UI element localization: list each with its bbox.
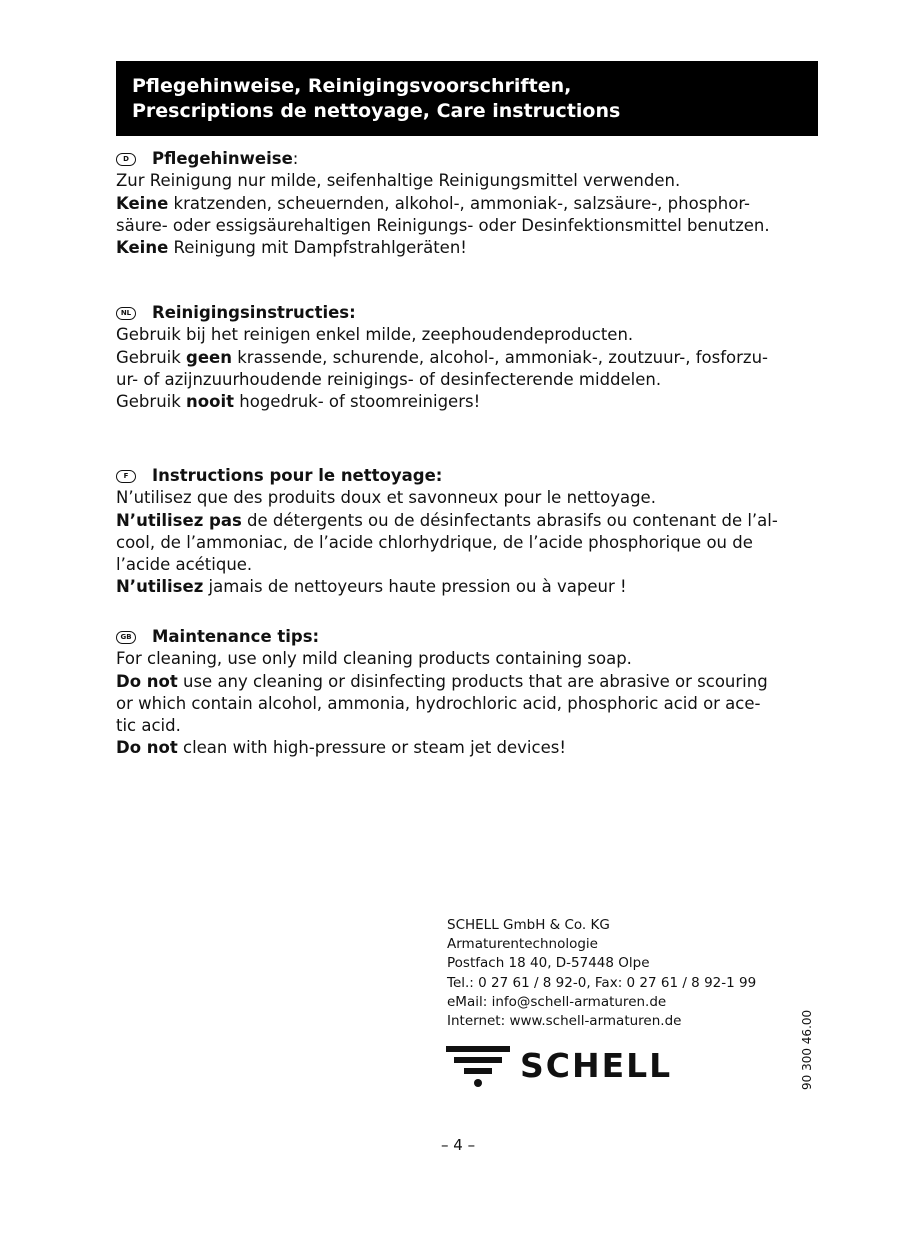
phone-fax: Tel.: 0 27 61 / 8 92-0, Fax: 0 27 61 / 8 92-1 99 [447,974,757,991]
text-line: tic acid. [116,716,181,736]
text-line: N’utilisez jamais de nettoyeurs haute pression ou à vapeur ! [116,577,627,597]
company-name: SCHELL GmbH & Co. KG [447,917,610,933]
section-fr [116,465,816,599]
flag-gb-icon: GB [116,631,136,644]
section-de: D Pflegehinweise : Zur Reinigung nur milde, seifenhaltige Reinigungsmittel verwenden. Keine kratzenden, scheuernden, alkohol-, ammoniak-, salzsäure-, phosphor- säure- oder essigsäurehaltigen Reinigungs- oder Desinfektionsmittel benutzen. Keine Reinigung mit Dampfstrahlgeräten! [116,148,816,259]
page-header [116,61,818,136]
schell-logo [446,1044,672,1088]
section-gb [116,626,816,760]
logo-mark-icon [446,1044,510,1088]
text-line: säure- oder essigsäurehaltigen Reinigungs- oder Desinfektionsmittel benutzen. [116,215,770,235]
text-line: Gebruik nooit hogedruk- of stoomreinigers! [116,392,481,412]
header-line-2: Prescriptions de nettoyage, Care instructions [132,100,621,122]
text-line: N’utilisez que des produits doux et savonneux pour le nettoyage. [116,488,656,508]
page-number: – 4 – [441,1136,476,1154]
section-title: Instructions pour le nettoyage: [152,466,443,485]
company-address [447,916,756,1031]
flag-nl-icon: NL [116,307,136,320]
text-line: Do not use any cleaning or disinfecting products that are abrasive or scouring [116,671,768,691]
text-line: Do not clean with high-pressure or steam jet devices! [116,738,566,758]
text-line: Keine kratzenden, scheuernden, alkohol-, ammoniak-, salzsäure-, phosphor- [116,193,751,213]
logo-wordmark: SCHELL [520,1046,673,1085]
text-line: or which contain alcohol, ammonia, hydrochloric acid, phosphoric acid or ace- [116,693,761,713]
text-line: Zur Reinigung nur milde, seifenhaltige Reinigungsmittel verwenden. [116,171,681,191]
section-title: Pflegehinweise [152,149,293,168]
text-line: cool, de l’ammoniac, de l’acide chlorhydrique, de l’acide phosphorique ou de [116,532,753,552]
header-line-1: Pflegehinweise, Reinigingsvoorschriften, [132,75,572,97]
email: eMail: info@schell-armaturen.de [447,993,667,1010]
company-dept: Armaturentechnologie [447,936,598,953]
text-line: ur- of azijnzuurhoudende reinigings- of desinfecterende middelen. [116,369,662,389]
section-title: Maintenance tips: [152,627,320,646]
document-number: 90 300 46.00 [800,1009,814,1090]
flag-fr-icon: F [116,470,136,483]
text-line: Keine Reinigung mit Dampfstrahlgeräten! [116,238,467,258]
section-nl [116,302,816,413]
text-line: Gebruik bij het reinigen enkel milde, zeephoudendeproducten. [116,325,634,345]
postal-address: Postfach 18 40, D-57448 Olpe [447,955,650,972]
text-line: l’acide acétique. [116,555,253,575]
text-line: N’utilisez pas de détergents ou de désinfectants abrasifs ou contenant de l’al- [116,510,778,530]
flag-de-icon: D [116,153,136,166]
section-title: Reinigingsinstructies: [152,303,356,322]
text-line: For cleaning, use only mild cleaning products containing soap. [116,649,632,669]
text-line: Gebruik geen krassende, schurende, alcohol-, ammoniak-, zoutzuur-, fosforzu- [116,347,768,367]
website: Internet: www.schell-armaturen.de [447,1013,682,1030]
